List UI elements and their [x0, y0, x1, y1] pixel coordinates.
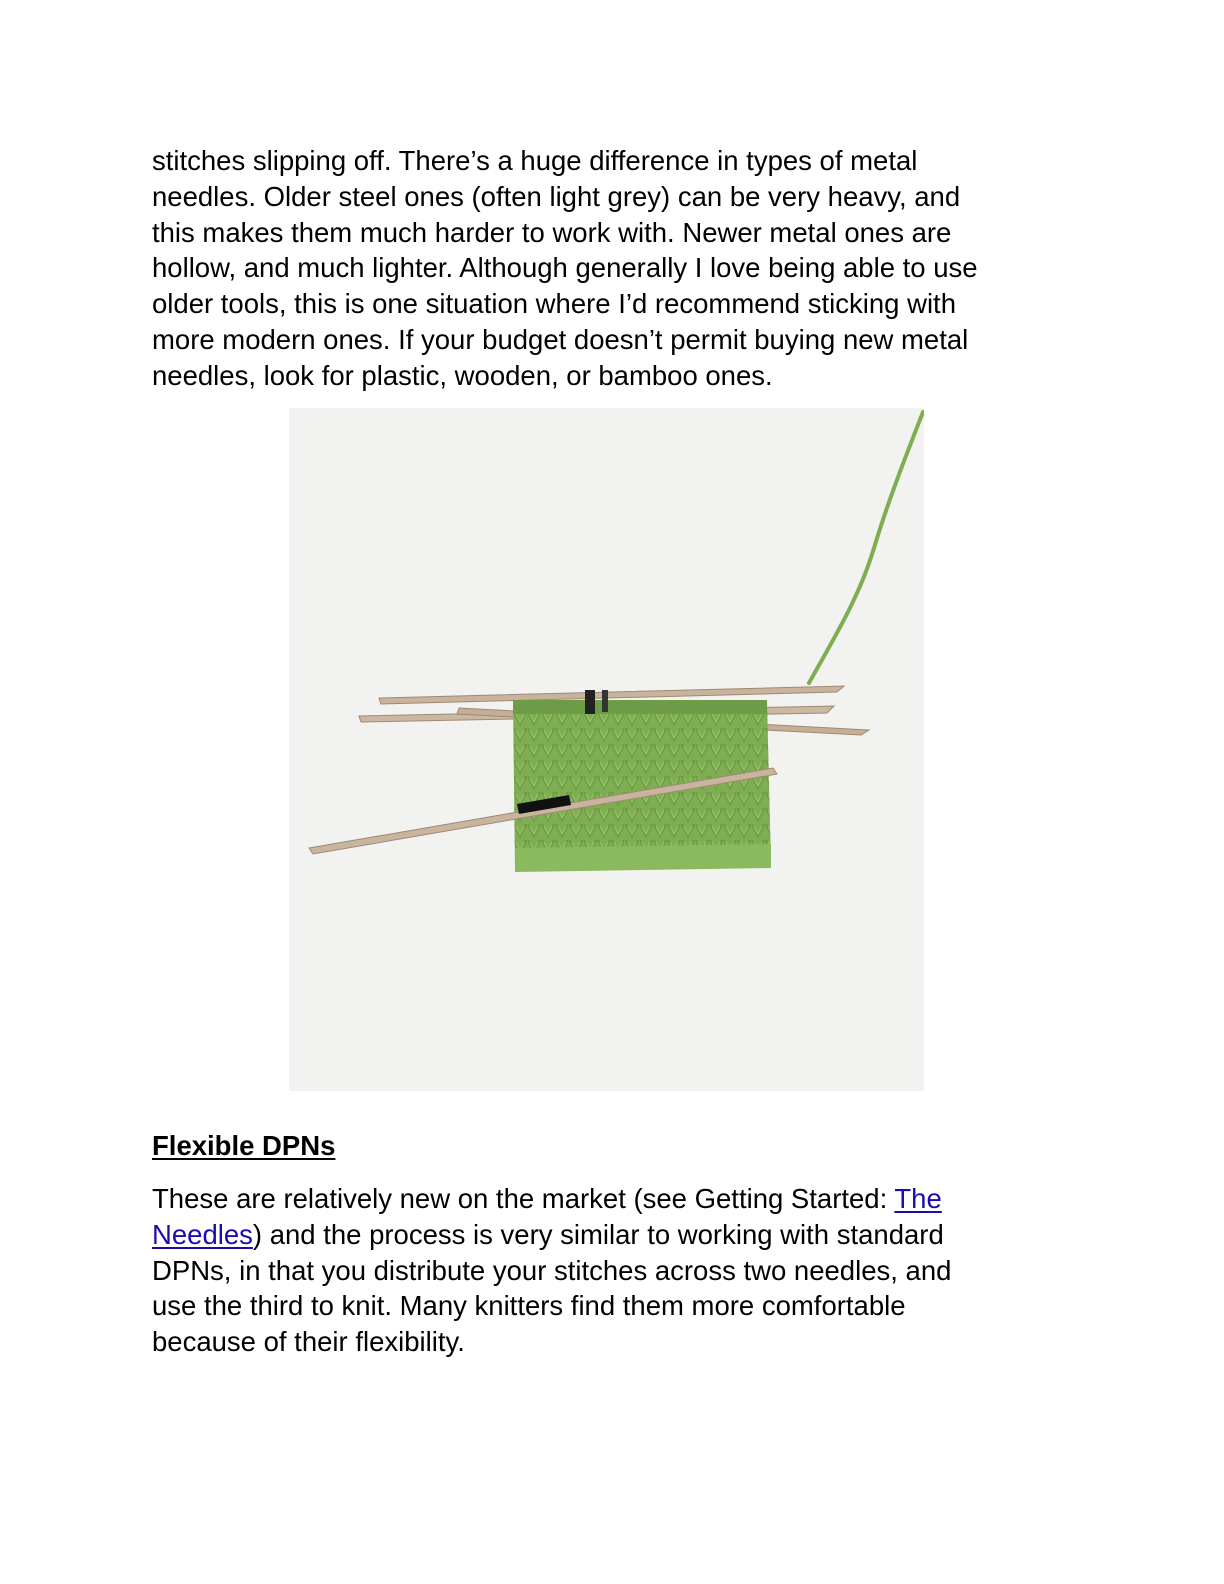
paragraph-line: needles, look for plastic, wooden, or bamboo ones.: [152, 359, 773, 391]
paragraph-text: These are relatively new on the market (see Getting Started:: [152, 1183, 895, 1214]
paragraph-line: [152, 1181, 1072, 1217]
section-heading: Flexible DPNs: [152, 1130, 336, 1161]
paragraph-line: older tools, this is one situation where I’d recommend sticking with: [152, 288, 956, 320]
the-needles-link[interactable]: Needles: [152, 1218, 253, 1250]
paragraph-line: use the third to knit. Many knitters find them more comfortable: [152, 1290, 906, 1322]
paragraph-line: [152, 1217, 1072, 1253]
paragraph-line: more modern ones. If your budget doesn’t permit buying new metal: [152, 323, 969, 355]
paragraph-line: hollow, and much lighter. Although generally I love being able to use: [152, 252, 978, 284]
paragraph-line: DPNs, in that you distribute your stitches across two needles, and: [152, 1254, 952, 1286]
paragraph-line: stitches slipping off. There’s a huge difference in types of metal: [152, 145, 918, 176]
knitting-photo: [289, 408, 924, 1091]
paragraph-text: ) and the process is very similar to working with standard: [252, 1218, 944, 1250]
document-page: [152, 143, 1072, 394]
paragraph-line: needles. Older steel ones (often light grey) can be very heavy, and: [152, 180, 961, 212]
intro-paragraph: [152, 143, 1072, 394]
the-needles-link[interactable]: The: [894, 1183, 942, 1214]
section-paragraph: [152, 1181, 1072, 1360]
paragraph-line: because of their flexibility.: [152, 1326, 465, 1358]
paragraph-line: this makes them much harder to work with. Newer metal ones are: [152, 216, 952, 248]
